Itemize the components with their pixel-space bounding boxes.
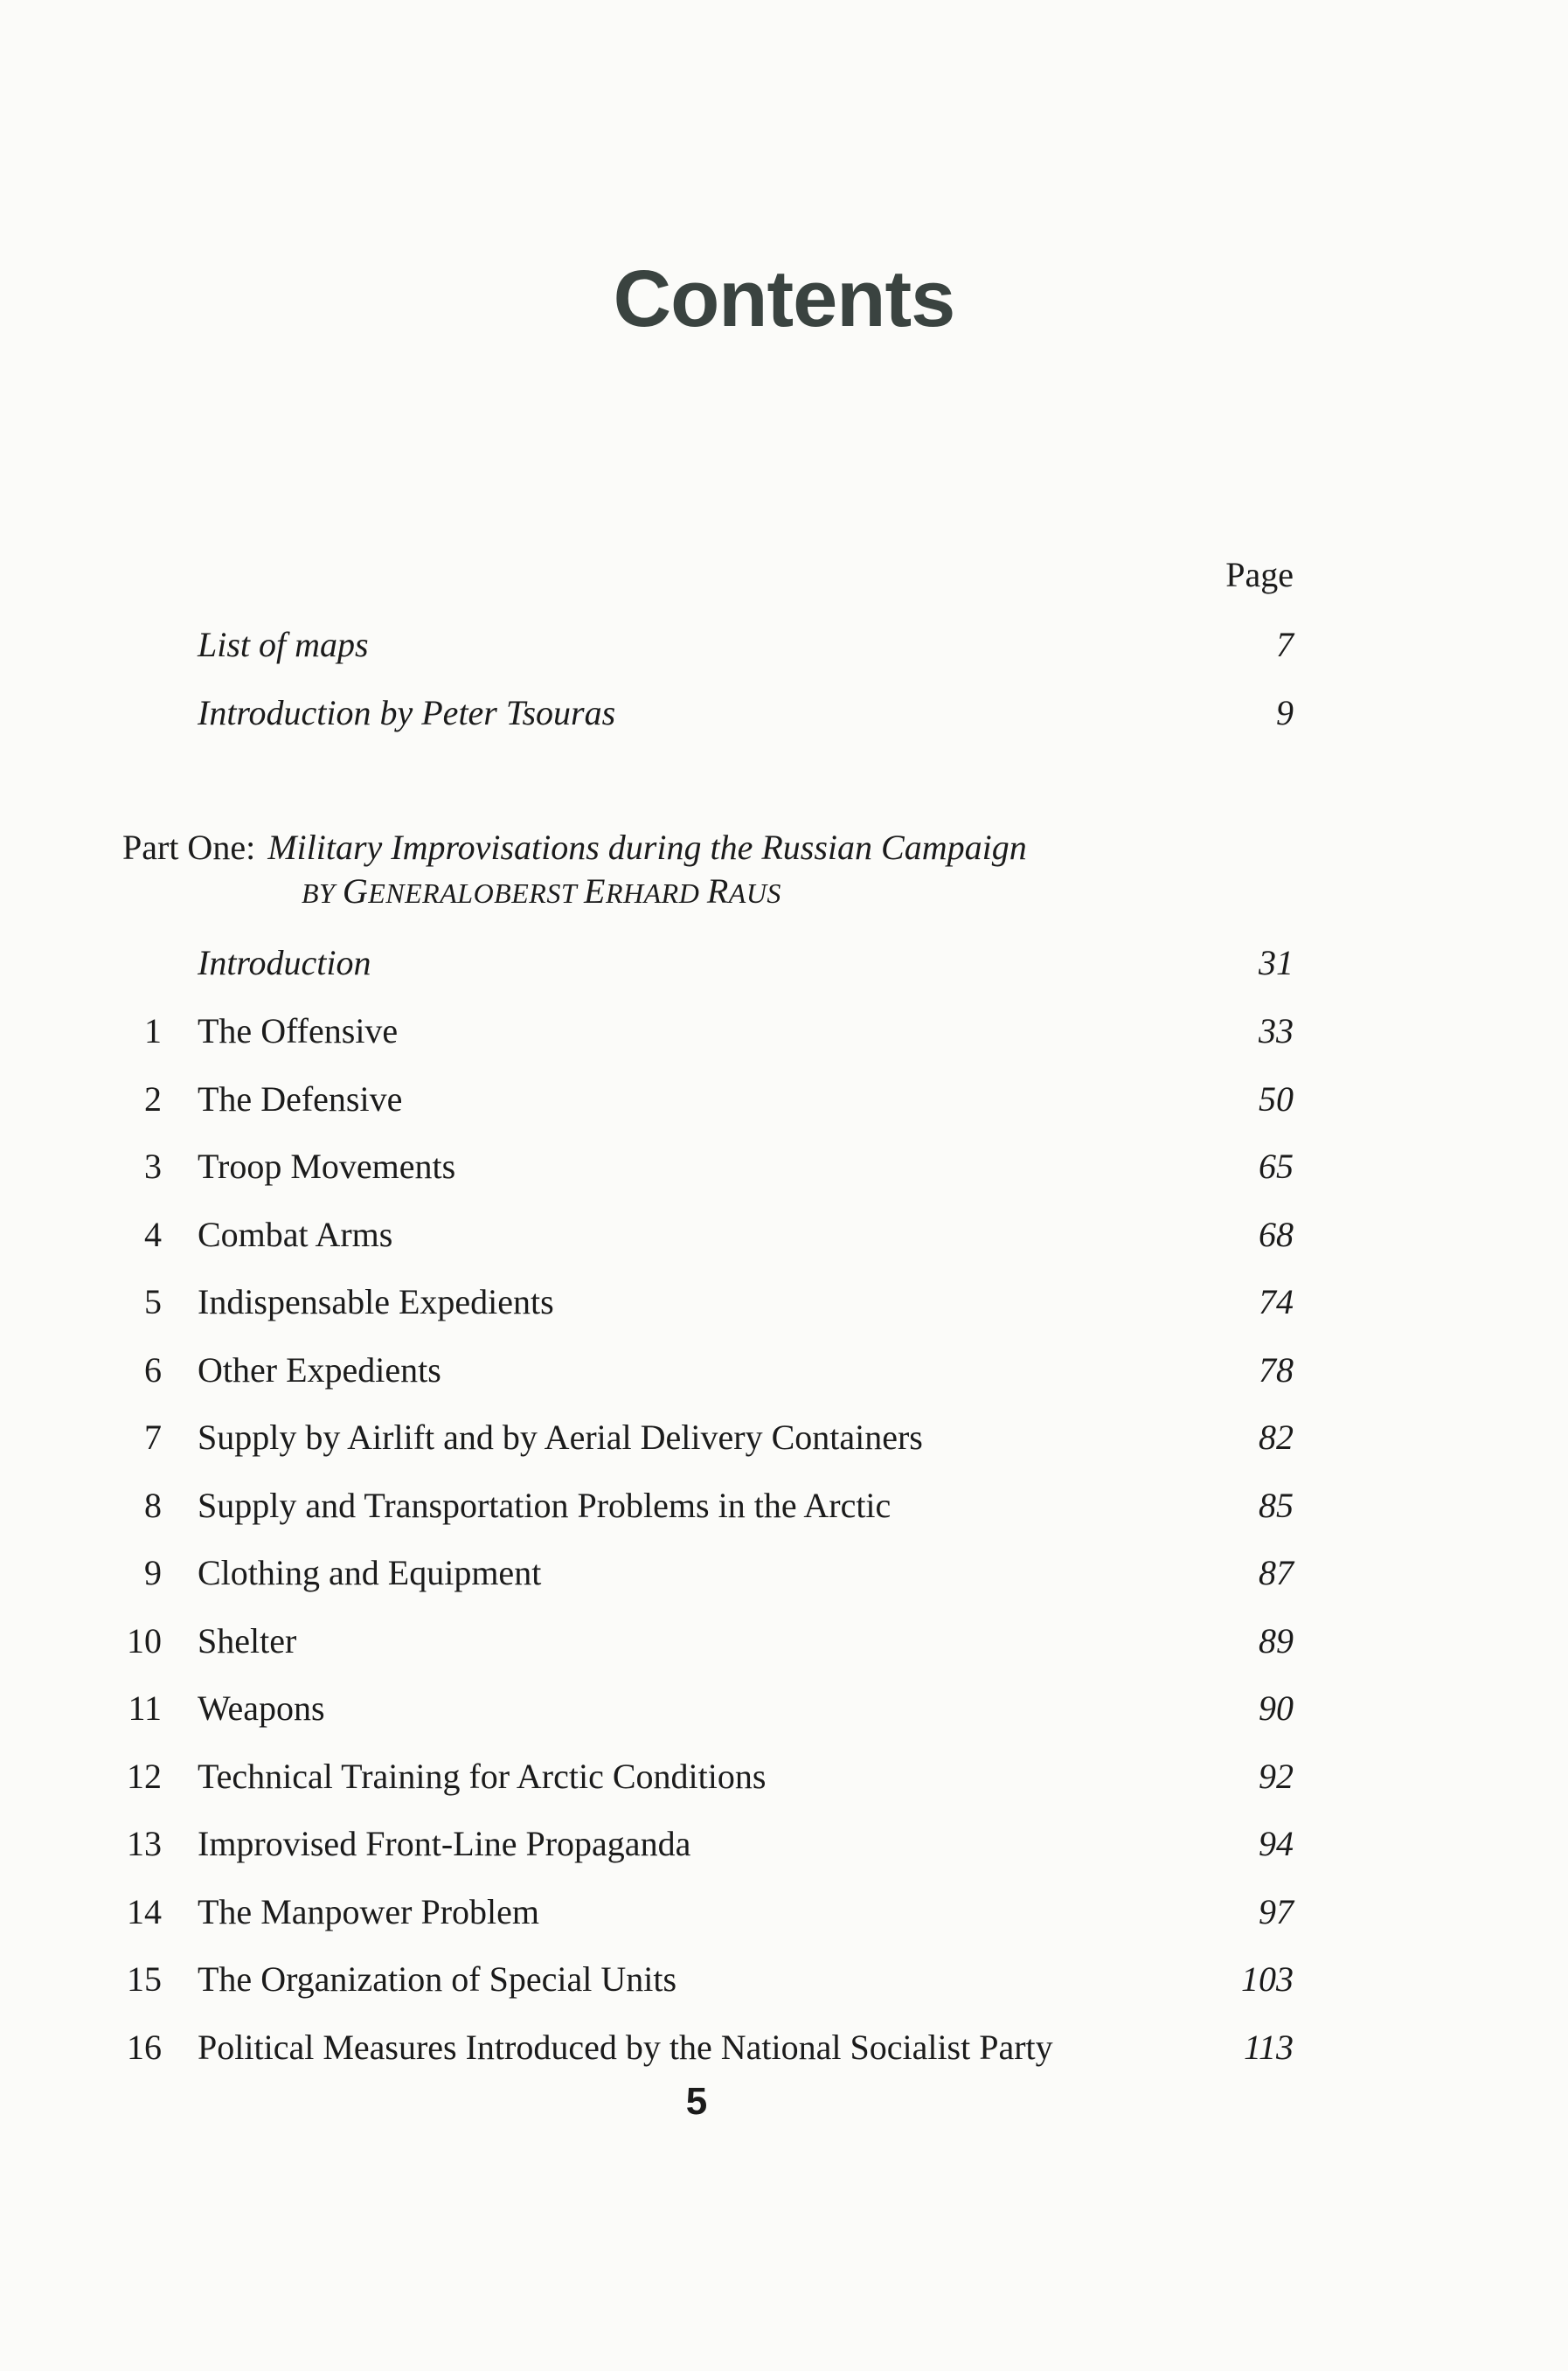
chapter-page: 82 — [1259, 1418, 1294, 1457]
chapter-page: 74 — [1259, 1282, 1294, 1321]
chapter-number: 9 — [144, 1553, 162, 1592]
chapter-title: Political Measures Introduced by the National Socialist Party — [198, 2027, 1053, 2067]
toc-chapter-row — [0, 1344, 1568, 1397]
chapter-number: 4 — [144, 1214, 162, 1254]
byline-cap: E — [584, 871, 606, 911]
toc-chapter-row — [0, 1682, 1568, 1735]
chapter-page: 113 — [1243, 2027, 1294, 2067]
chapter-number: 5 — [144, 1282, 162, 1321]
toc-chapter-row — [0, 1276, 1568, 1328]
chapter-number: 16 — [127, 2027, 162, 2067]
page-column-heading: Page — [1225, 555, 1294, 594]
toc-chapter-row — [0, 2021, 1568, 2074]
part-label: Part One: — [122, 828, 256, 867]
toc-chapter-row — [0, 1005, 1568, 1057]
chapter-title: Indispensable Expedients — [198, 1282, 554, 1321]
chapter-number: 8 — [144, 1485, 162, 1525]
toc-chapter-row — [0, 1818, 1568, 1870]
toc-chapter-row — [0, 1480, 1568, 1532]
chapter-title: Supply by Airlift and by Aerial Delivery Containers — [198, 1418, 923, 1457]
chapter-number: 11 — [128, 1688, 162, 1728]
chapter-number: 14 — [127, 1891, 162, 1931]
chapter-page: 85 — [1259, 1485, 1294, 1525]
toc-entry-label: Introduction by Peter Tsouras — [198, 693, 616, 732]
chapter-page: 65 — [1259, 1147, 1294, 1186]
chapter-page: 68 — [1259, 1214, 1294, 1254]
toc-entry — [0, 687, 1568, 739]
part-subtitle: Military Improvisations during the Russian Campaign — [267, 828, 1027, 867]
toc-chapter-row — [0, 1073, 1568, 1126]
byline-text: AUS — [728, 877, 781, 909]
chapter-number: 15 — [127, 1959, 162, 1999]
chapter-title: Shelter — [198, 1620, 297, 1660]
toc-chapter-row — [0, 1411, 1568, 1464]
toc-entry-label: Introduction — [198, 943, 371, 982]
chapter-title: Supply and Transportation Problems in the Arctic — [198, 1485, 892, 1525]
chapter-number: 3 — [144, 1147, 162, 1186]
chapter-title: Weapons — [198, 1688, 325, 1728]
chapter-title: Troop Movements — [198, 1147, 456, 1186]
chapter-title: Improvised Front-Line Propaganda — [198, 1824, 691, 1863]
toc-entry-page: 31 — [1259, 943, 1294, 982]
chapter-page: 103 — [1241, 1959, 1294, 1999]
chapter-number: 12 — [127, 1756, 162, 1796]
part-heading — [122, 822, 1027, 874]
part-byline — [302, 872, 781, 911]
toc-chapter-row — [0, 1886, 1568, 1938]
byline-text: ENERALOBERST — [368, 877, 577, 909]
chapter-number: 10 — [127, 1620, 162, 1660]
chapter-title: Other Expedients — [198, 1349, 441, 1390]
toc-chapter-row — [0, 1209, 1568, 1261]
footer-page-number: 5 — [685, 2080, 708, 2123]
chapter-title: Technical Training for Arctic Conditions — [198, 1756, 767, 1796]
chapter-title: The Defensive — [198, 1078, 403, 1119]
toc-chapter-row — [0, 1140, 1568, 1193]
toc-entry — [0, 937, 1568, 989]
chapter-page: 92 — [1259, 1756, 1294, 1796]
chapter-title: Combat Arms — [198, 1214, 393, 1254]
chapter-title: The Offensive — [198, 1011, 399, 1050]
chapter-page: 90 — [1259, 1688, 1294, 1728]
chapter-page: 87 — [1259, 1553, 1294, 1592]
chapter-page: 33 — [1259, 1011, 1294, 1050]
chapter-title: The Organization of Special Units — [198, 1959, 677, 1999]
chapter-number: 13 — [127, 1824, 162, 1863]
toc-entry-page: 7 — [1276, 625, 1294, 664]
chapter-number: 1 — [144, 1011, 162, 1050]
toc-entry — [0, 619, 1568, 671]
byline-cap: G — [342, 871, 369, 911]
byline-cap: R — [706, 871, 729, 911]
chapter-page: 78 — [1259, 1349, 1294, 1390]
chapter-title: Clothing and Equipment — [198, 1553, 542, 1592]
toc-chapter-row — [0, 1953, 1568, 2006]
chapter-number: 7 — [144, 1418, 162, 1457]
toc-chapter-row — [0, 1547, 1568, 1599]
chapter-number: 2 — [144, 1078, 162, 1119]
chapter-page: 50 — [1259, 1078, 1294, 1119]
toc-chapter-row — [0, 1751, 1568, 1803]
toc-entry-page: 9 — [1276, 693, 1294, 732]
toc-chapter-row — [0, 1615, 1568, 1667]
chapter-number: 6 — [144, 1349, 162, 1390]
toc-entry-label: List of maps — [198, 625, 369, 664]
chapter-page: 97 — [1259, 1891, 1294, 1931]
page-title: Contents — [613, 254, 955, 343]
chapter-page: 94 — [1259, 1824, 1294, 1863]
byline-prefix: BY — [302, 877, 336, 909]
byline-text: RHARD — [605, 877, 700, 909]
chapter-page: 89 — [1259, 1620, 1294, 1660]
chapter-title: The Manpower Problem — [198, 1891, 540, 1931]
